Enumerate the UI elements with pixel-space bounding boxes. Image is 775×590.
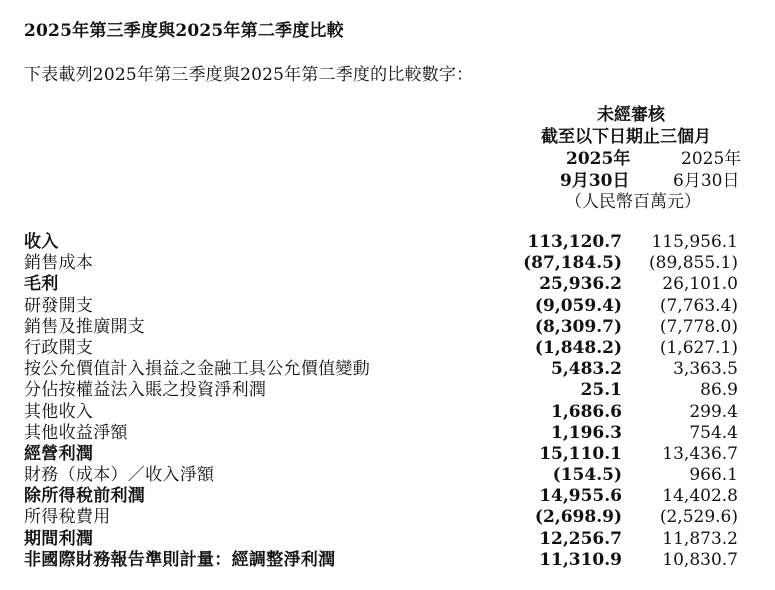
row-label: 收入	[24, 232, 59, 252]
row-label: 按公允價值計入損益之金融工具公允價值變動	[24, 359, 370, 380]
row-value-q3: 11,310.9	[539, 549, 622, 570]
table-row	[0, 423, 775, 444]
header-unit: （人民幣百萬元）	[565, 192, 701, 212]
income-statement-table	[0, 232, 775, 571]
row-value-q3: (8,309.7)	[534, 316, 622, 337]
intro-text: 下表載列2025年第三季度與2025年第二季度的比較數字：	[24, 65, 474, 85]
row-value-q3: 25.1	[580, 380, 622, 401]
row-value-q3: 5,483.2	[551, 359, 622, 380]
row-label: 除所得稅前利潤	[24, 486, 146, 507]
row-value-q3: 14,955.6	[539, 486, 622, 507]
row-label: 其他收入	[24, 401, 94, 422]
row-value-q2: 11,873.2	[662, 528, 738, 549]
row-label: 研發開支	[24, 295, 94, 316]
row-label: 期間利潤	[24, 528, 94, 549]
header-current-year: 2025年	[566, 149, 631, 169]
table-row	[0, 380, 775, 401]
row-label: 銷售成本	[24, 253, 94, 274]
row-value-q2: 115,956.1	[651, 232, 738, 252]
table-row	[0, 529, 775, 550]
header-period: 截至以下日期止三個月	[541, 127, 711, 147]
row-value-q2: (89,855.1)	[649, 253, 738, 274]
row-label: 其他收益淨額	[24, 422, 128, 443]
section-title: 2025年第三季度與2025年第二季度比較	[24, 21, 344, 41]
table-row	[0, 507, 775, 528]
table-row	[0, 253, 775, 274]
row-value-q3: 15,110.1	[539, 443, 622, 464]
table-row	[0, 338, 775, 359]
table-row	[0, 550, 775, 571]
row-value-q2: (2,529.6)	[659, 507, 738, 528]
row-value-q2: 10,830.7	[662, 549, 738, 570]
header-prior-date: 6月30日	[673, 171, 740, 191]
table-row	[0, 486, 775, 507]
row-value-q3: (2,698.9)	[534, 507, 622, 528]
row-value-q2: 3,363.5	[673, 359, 738, 380]
row-value-q2: 299.4	[689, 401, 738, 422]
table-row	[0, 359, 775, 380]
table-row	[0, 296, 775, 317]
header-prior-year: 2025年	[681, 149, 742, 169]
row-value-q2: 86.9	[700, 380, 738, 401]
table-row	[0, 274, 775, 295]
row-label: 毛利	[24, 274, 59, 295]
row-value-q2: (7,778.0)	[659, 316, 738, 337]
row-label: 非國際財務報告準則計量：經調整淨利潤	[24, 549, 336, 570]
row-value-q2: 13,436.7	[662, 443, 738, 464]
table-row	[0, 232, 775, 253]
header-audit: 未經審核	[597, 105, 665, 125]
table-row	[0, 402, 775, 423]
row-label: 所得稅費用	[24, 507, 111, 528]
row-value-q3: (87,184.5)	[523, 253, 622, 274]
row-value-q2: (1,627.1)	[659, 337, 738, 358]
header-current-date: 9月30日	[560, 171, 630, 191]
row-value-q2: 26,101.0	[662, 274, 738, 295]
row-label: 分佔按權益法入賬之投資淨利潤	[24, 380, 267, 401]
row-value-q3: 113,120.7	[527, 232, 622, 252]
row-value-q3: 25,936.2	[539, 274, 622, 295]
row-value-q3: 1,686.6	[551, 401, 622, 422]
row-value-q3: (154.5)	[552, 465, 622, 486]
row-label: 財務（成本）／收入淨額	[24, 465, 215, 486]
table-row	[0, 444, 775, 465]
row-value-q2: 966.1	[689, 465, 738, 486]
row-label: 行政開支	[24, 337, 94, 358]
row-value-q3: (1,848.2)	[534, 337, 622, 358]
row-value-q2: 14,402.8	[662, 486, 738, 507]
row-value-q3: (9,059.4)	[534, 295, 622, 316]
row-value-q2: (7,763.4)	[659, 295, 738, 316]
table-row	[0, 465, 775, 486]
table-row	[0, 317, 775, 338]
row-value-q3: 1,196.3	[551, 422, 622, 443]
row-label: 銷售及推廣開支	[24, 316, 146, 337]
row-value-q2: 754.4	[689, 422, 738, 443]
row-value-q3: 12,256.7	[539, 528, 622, 549]
row-label: 經營利潤	[24, 443, 94, 464]
